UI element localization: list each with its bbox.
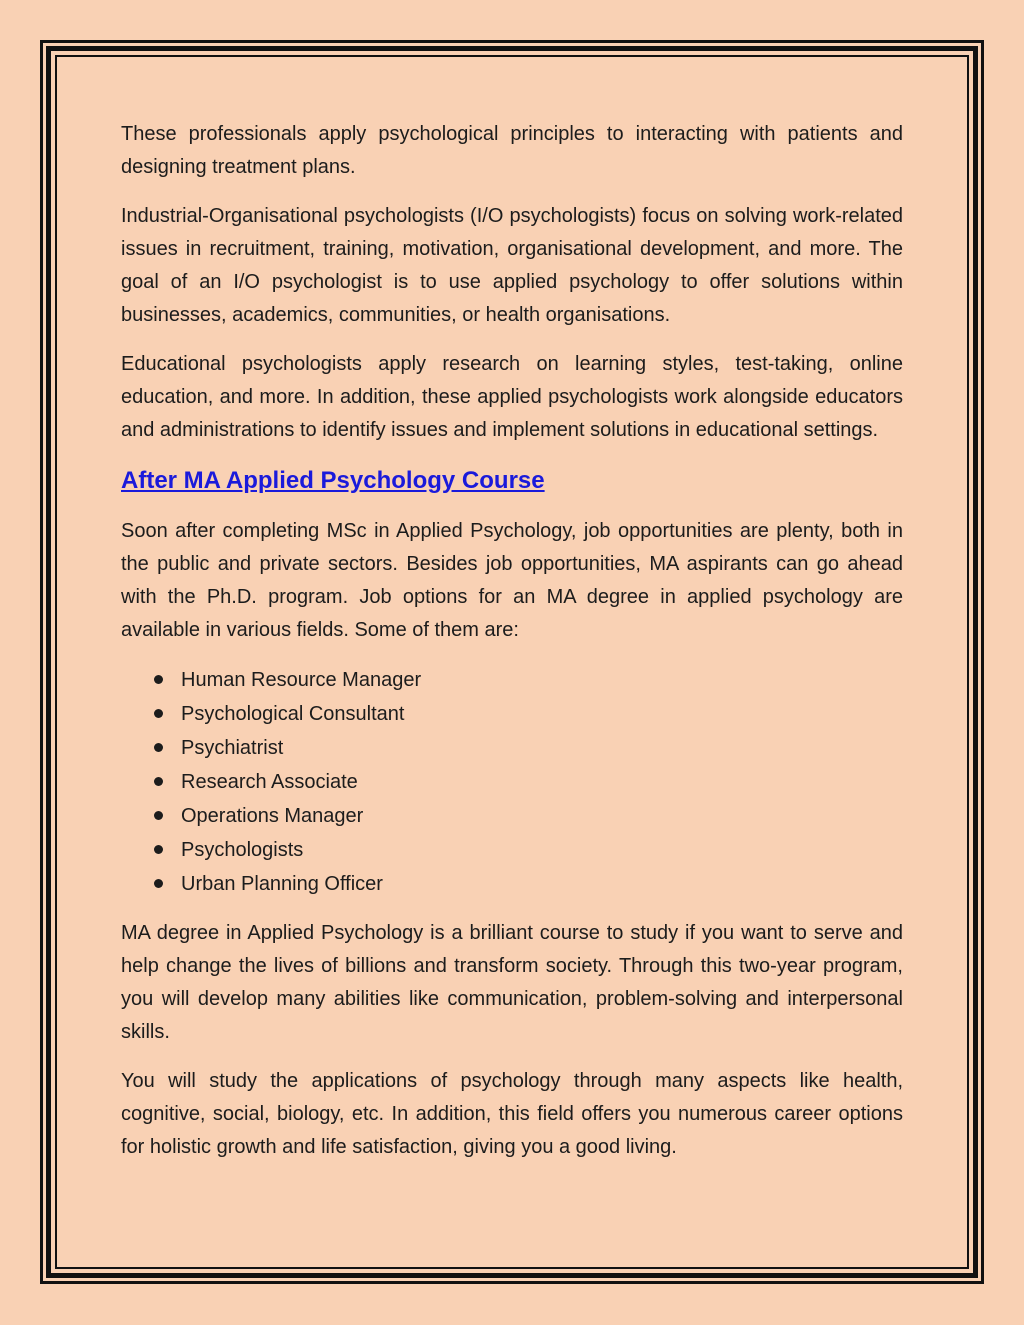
intro-paragraph-1: These professionals apply psychological principles to interacting with patients and designing treatment plans.: [121, 123, 903, 178]
list-item-label: Psychiatrist: [181, 737, 284, 759]
after-heading-paragraph: Soon after completing MSc in Applied Psychology, job opportunities are plenty, both in the public and private sectors. Besides job opportunities, MA aspirants can go ahead with the Ph.D. program. Job options for an MA degree in applied psychology are available in various fields. Some of them are:: [121, 520, 903, 641]
list-item-label: Operations Manager: [181, 805, 364, 827]
bullet-icon: [154, 709, 163, 718]
intro-paragraph-3: Educational psychologists apply research on learning styles, test-taking, online education, and more. In addition, these applied psychologists work alongside educators and administrations to identify issues and implement solutions in educational settings.: [121, 353, 903, 441]
bullet-icon: [154, 845, 163, 854]
section-heading: [121, 463, 903, 499]
list-item-label: Urban Planning Officer: [181, 873, 383, 895]
bullet-icon: [154, 879, 163, 888]
list-item: [121, 833, 903, 867]
intro-paragraph-2: Industrial-Organisational psychologists (I/O psychologists) focus on solving work-related issues in recruitment, training, motivation, organisational development, and more. The goal of an I/O psychologist is to use applied psychology to offer solutions within businesses, academics, communities, or health organisations.: [121, 205, 903, 326]
bullet-icon: [154, 811, 163, 820]
list-item: [121, 765, 903, 799]
list-item: [121, 867, 903, 901]
list-item-label: Psychological Consultant: [181, 703, 405, 725]
list-item: [121, 697, 903, 731]
bullet-icon: [154, 675, 163, 684]
outro-paragraph-2: You will study the applications of psychology through many aspects like health, cognitive, social, biology, etc. In addition, this field offers you numerous career options for holistic growth and life satisfaction, giving you a good living.: [121, 1070, 903, 1158]
job-options-list: [121, 663, 903, 901]
document-body: [121, 118, 903, 1180]
list-item: [121, 663, 903, 697]
list-item-label: Research Associate: [181, 771, 358, 793]
list-item: [121, 799, 903, 833]
list-item-label: Psychologists: [181, 839, 304, 861]
list-item: [121, 731, 903, 765]
bullet-icon: [154, 743, 163, 752]
list-item-label: Human Resource Manager: [181, 669, 422, 691]
outro-paragraph-1: MA degree in Applied Psychology is a brilliant course to study if you want to serve and help change the lives of billions and transform society. Through this two-year program, you will develop many abilities like communication, problem-solving and interpersonal skills.: [121, 922, 903, 1043]
bullet-icon: [154, 777, 163, 786]
section-heading-link[interactable]: After MA Applied Psychology Course: [121, 467, 545, 494]
